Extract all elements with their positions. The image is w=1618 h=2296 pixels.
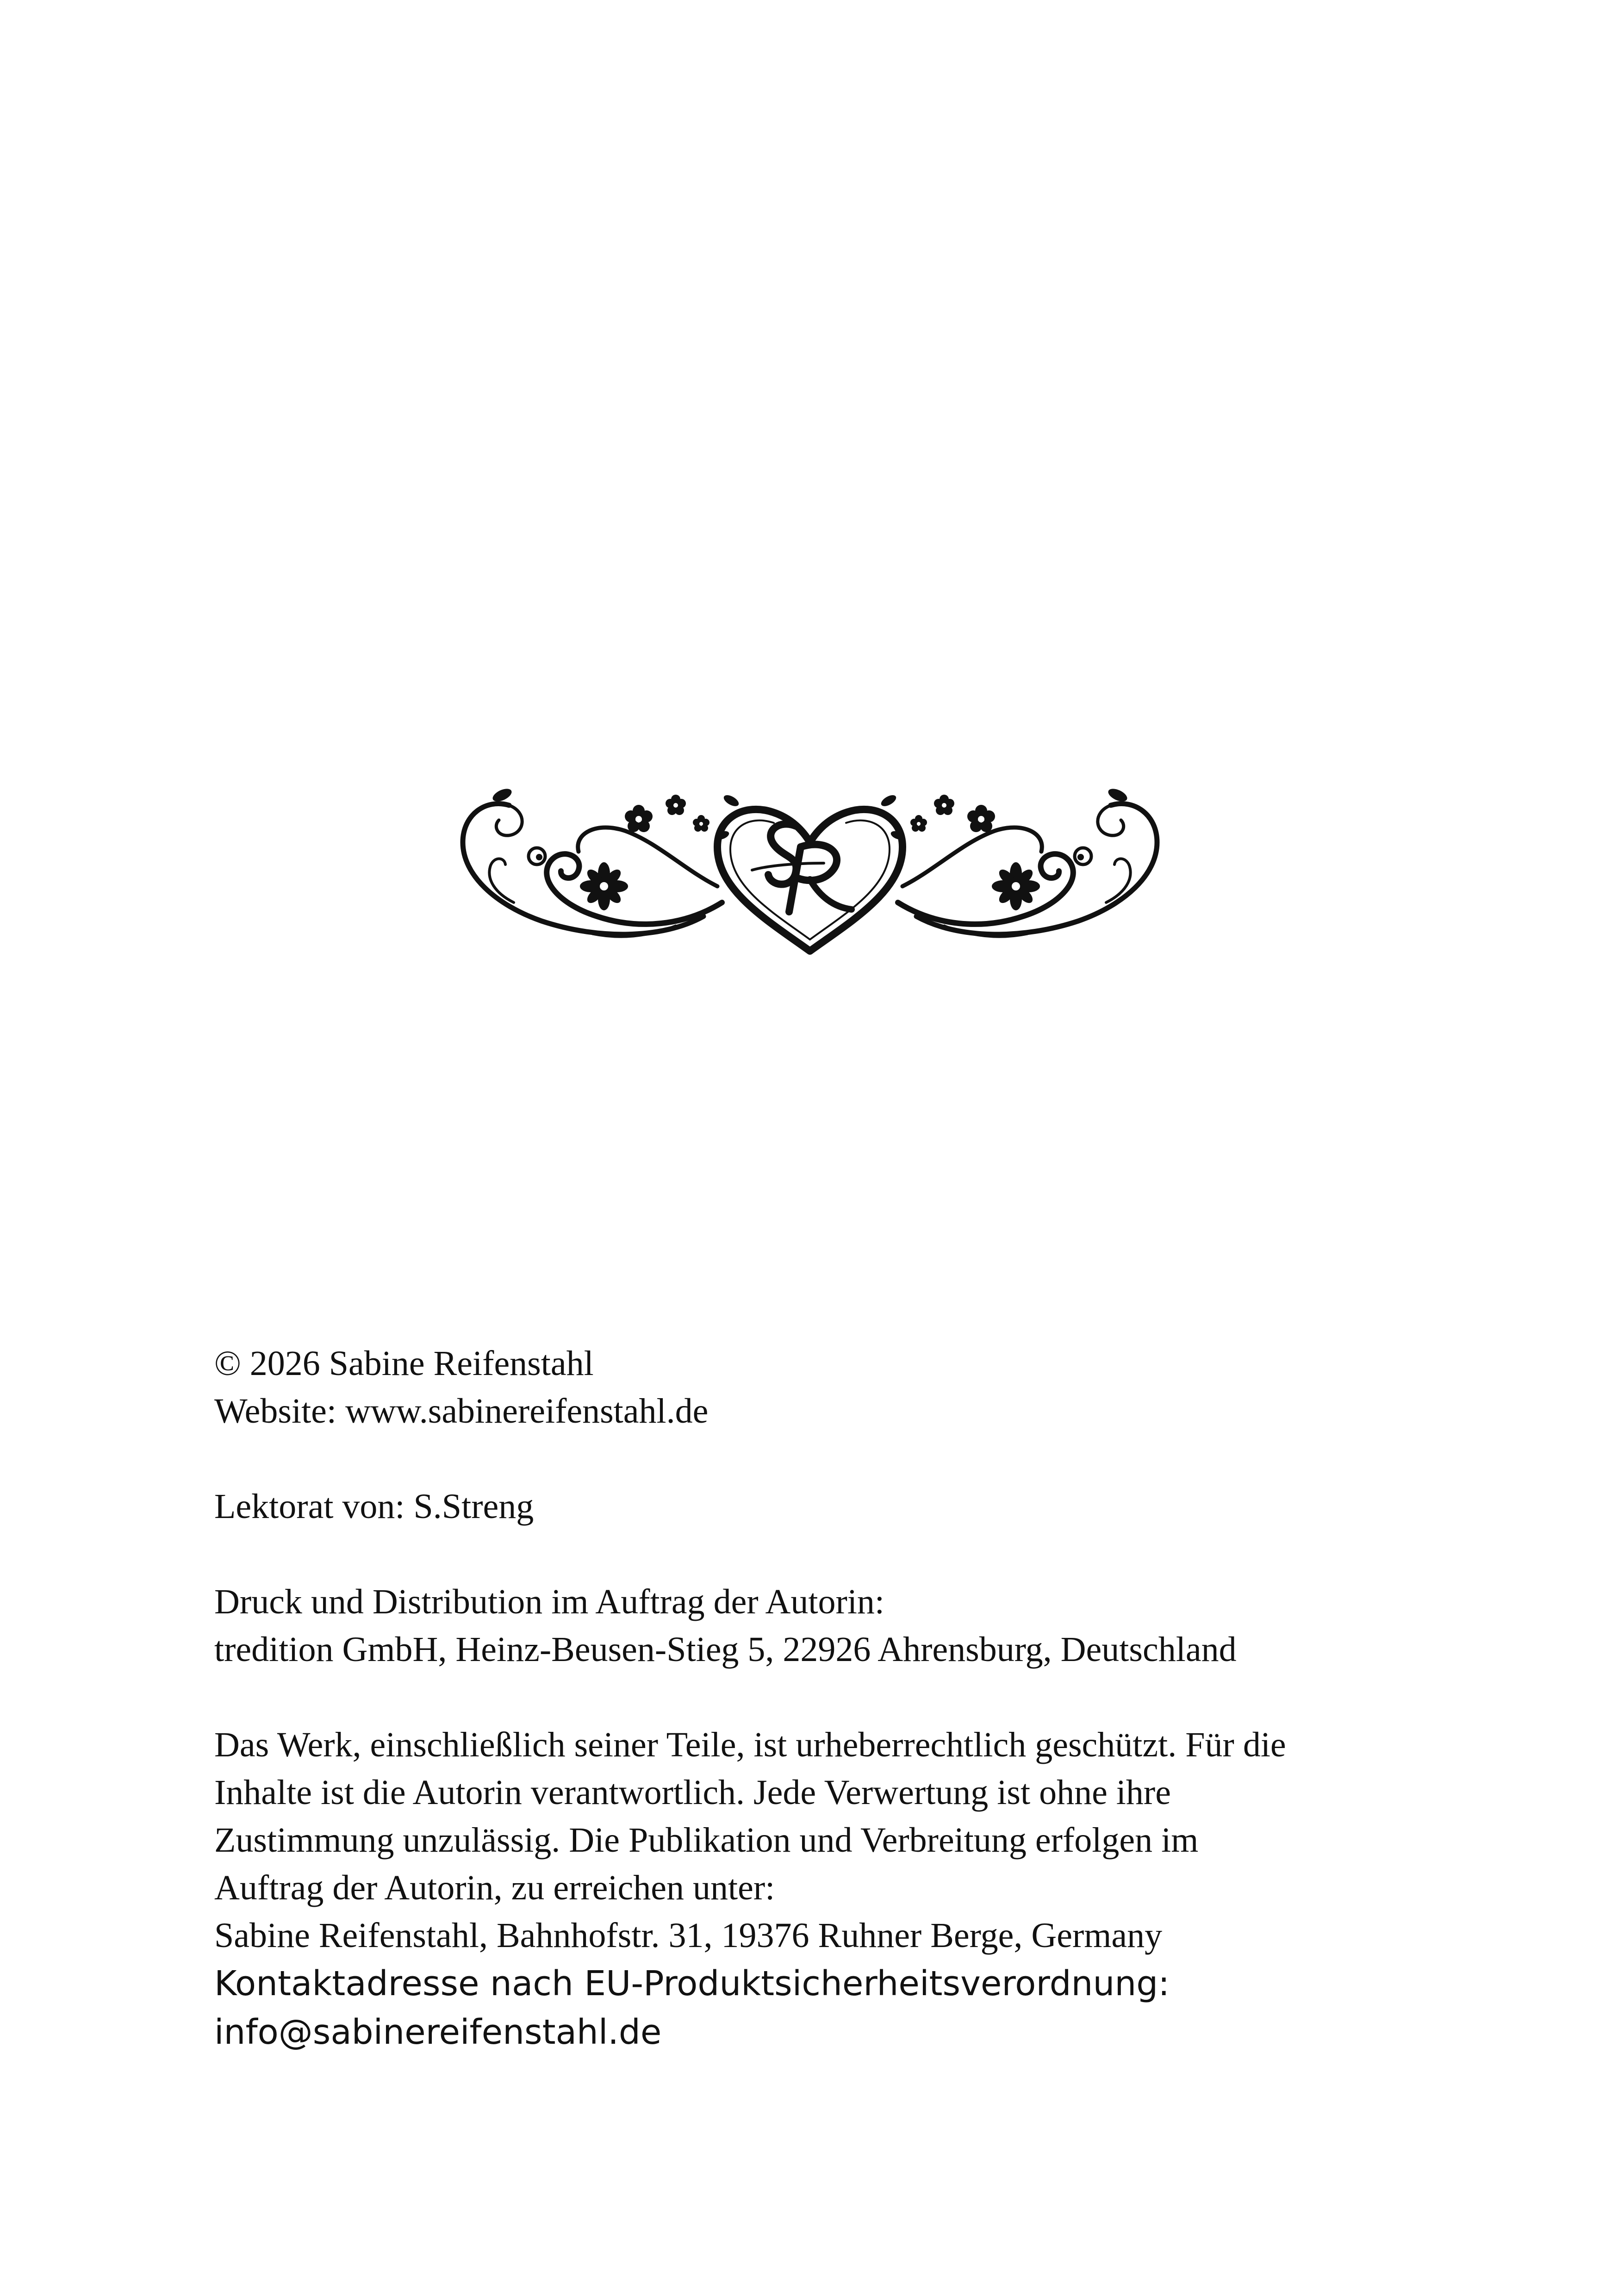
rights-line: Das Werk, einschließlich seiner Teile, ist urheberrechtlich geschützt. Für die xyxy=(214,1725,1286,1764)
rights-line: Sabine Reifenstahl, Bahnhofstr. 31, 19376 Ruhner Berge, Germany xyxy=(214,1916,1163,1955)
print-address: tredition GmbH, Heinz-Beusen-Stieg 5, 22926 Ahrensburg, Deutschland xyxy=(214,1630,1237,1669)
flower-icon xyxy=(580,862,628,910)
left-scroll xyxy=(547,854,722,924)
flower-icon xyxy=(967,805,995,832)
contact-email: info@sabinereifenstahl.de xyxy=(214,2012,662,2052)
flower-icon xyxy=(992,862,1040,910)
flower-icon xyxy=(910,815,927,832)
contact-heading: Kontaktadresse nach EU-Produktsicherheitsverordnung: xyxy=(214,1964,1170,2004)
leaf-icon xyxy=(879,793,898,809)
flower-icon xyxy=(666,795,686,815)
right-scroll xyxy=(898,854,1073,924)
leaf-icon xyxy=(722,793,741,809)
flower-icon xyxy=(625,805,653,832)
rights-line: Inhalte ist die Autorin verantwortlich. Jede Verwertung ist ohne ihre xyxy=(214,1773,1171,1812)
copyright-line: © 2026 Sabine Reifenstahl xyxy=(214,1344,594,1383)
imprint-block xyxy=(214,1340,1464,2057)
sr-monogram xyxy=(752,824,852,912)
editing-credit: Lektorat von: S.Streng xyxy=(214,1487,534,1526)
heart-monogram-ornament xyxy=(444,787,1176,972)
website-line: Website: www.sabinereifenstahl.de xyxy=(214,1392,709,1431)
rights-line: Auftrag der Autorin, zu erreichen unter: xyxy=(214,1868,775,1907)
print-heading: Druck und Distribution im Auftrag der Autorin: xyxy=(214,1582,885,1621)
flower-icon xyxy=(693,815,709,832)
rights-line: Zustimmung unzulässig. Die Publikation und Verbreitung erfolgen im xyxy=(214,1821,1199,1860)
flower-icon xyxy=(934,795,954,815)
